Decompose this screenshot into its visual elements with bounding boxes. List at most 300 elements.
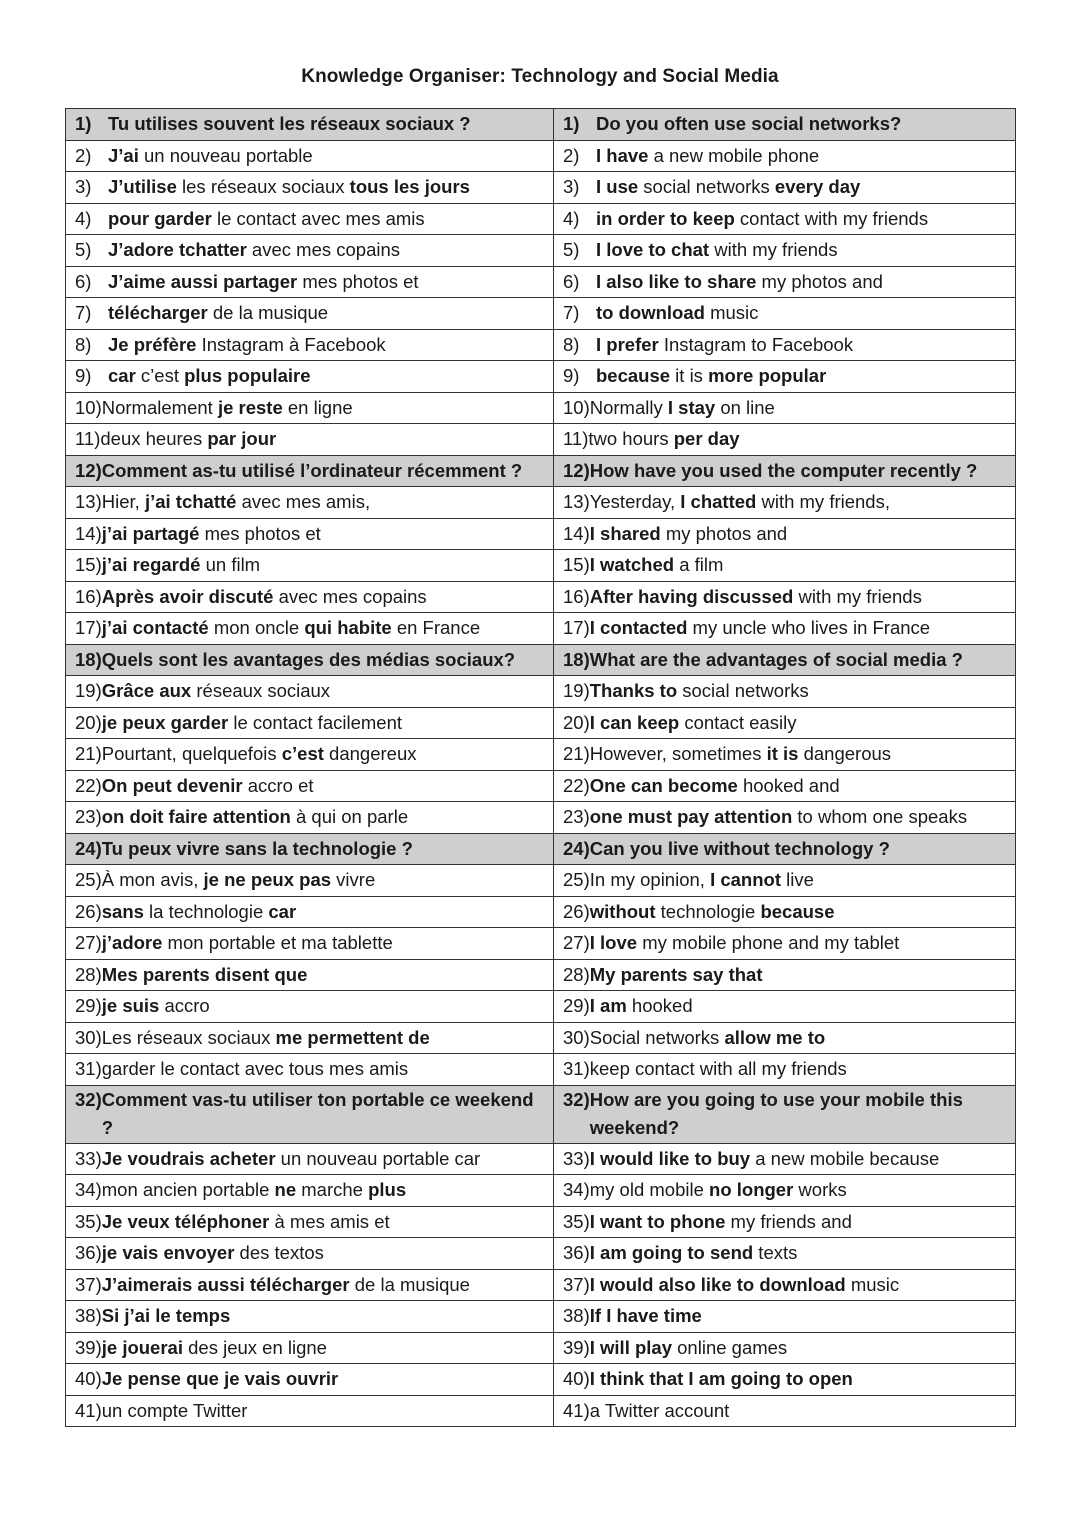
row-number: 1) [563, 113, 580, 134]
bold-segment: I chatted [680, 491, 757, 512]
french-phrase [102, 1086, 545, 1143]
english-phrase [590, 457, 1007, 486]
bold-segment: ne [274, 1179, 297, 1200]
table-row [66, 770, 1016, 802]
text-segment: social networks [677, 680, 809, 701]
text-segment: en ligne [282, 396, 353, 418]
text-segment: des jeux en ligne [182, 1336, 327, 1358]
bold-segment: I can keep [589, 711, 680, 733]
bold-segment: Tu utilises souvent les réseaux sociaux ? [108, 113, 471, 134]
english-phrase [596, 268, 1007, 297]
table-row [66, 329, 1016, 361]
french-phrase [102, 646, 545, 675]
english-cell [554, 896, 1016, 928]
english-phrase [590, 1055, 1007, 1084]
french-phrase [108, 110, 545, 139]
table-row [66, 896, 1016, 928]
row-number: 14) [75, 522, 102, 544]
bold-segment: I think that I am going to open [589, 1368, 853, 1389]
table-row [66, 707, 1016, 739]
text-segment: hooked and [737, 774, 840, 796]
text-segment: social networks [638, 176, 775, 197]
table-header-row [66, 833, 1016, 865]
text-segment: un film [200, 554, 261, 575]
bold-segment: because [760, 900, 835, 922]
bold-segment: one must pay attention [589, 806, 793, 827]
english-cell [554, 455, 1016, 487]
french-phrase [100, 425, 545, 454]
table-row [66, 865, 1016, 897]
english-cell [554, 613, 1016, 645]
bold-segment: Je voudrais acheter [101, 1147, 276, 1169]
bold-segment: tous les jours [349, 176, 470, 197]
bold-segment: Après avoir discuté [101, 585, 274, 607]
text-segment: à mes amis et [269, 1210, 390, 1232]
bold-segment: I watched [589, 554, 675, 575]
bold-segment: Je préfère [108, 333, 197, 355]
bold-segment: per day [673, 428, 740, 449]
french-phrase [102, 457, 545, 486]
bold-segment: allow me to [724, 1026, 826, 1048]
text-segment: a new mobile because [750, 1147, 940, 1169]
row-number: 27) [563, 932, 590, 953]
row-number: 4) [75, 207, 92, 229]
row-number: 11) [75, 428, 101, 449]
row-number: 13) [563, 491, 590, 512]
bold-segment: plus populaire [184, 365, 311, 386]
text-segment: c’est [135, 365, 185, 386]
french-cell [66, 140, 554, 172]
row-number: 32) [75, 1088, 102, 1110]
english-phrase [590, 772, 1007, 801]
english-cell [554, 1332, 1016, 1364]
row-number: 16) [75, 585, 102, 607]
english-cell [554, 1206, 1016, 1238]
row-number: 38) [563, 1305, 590, 1326]
page-title: Knowledge Organiser: Technology and Social Media [301, 66, 779, 87]
row-number: 26) [563, 900, 590, 922]
bold-segment: Comment as-tu utilisé l’ordinateur récemment ? [101, 459, 523, 481]
text-segment: Instagram à Facebook [196, 333, 386, 355]
bold-segment: je jouerai [101, 1336, 183, 1358]
table-row [66, 550, 1016, 582]
english-phrase [590, 1208, 1007, 1237]
row-number: 15) [563, 554, 590, 575]
english-cell [554, 487, 1016, 519]
text-segment: mon oncle [208, 617, 305, 638]
table-row [66, 739, 1016, 771]
french-cell [66, 802, 554, 834]
text-segment: contact easily [679, 711, 797, 733]
bold-segment: How are you going to use your mobile this weekend? [589, 1088, 963, 1138]
french-phrase [102, 1055, 545, 1084]
row-number: 32) [563, 1088, 590, 1110]
table-row [66, 1301, 1016, 1333]
french-cell [66, 770, 554, 802]
english-cell [554, 140, 1016, 172]
table-row [66, 991, 1016, 1023]
bold-segment: Quels sont les avantages des médias sociaux? [101, 648, 516, 670]
row-number: 18) [563, 648, 590, 670]
english-phrase [590, 803, 1007, 832]
english-phrase [590, 583, 1007, 612]
english-phrase [596, 236, 1007, 265]
french-cell [66, 1054, 554, 1086]
english-cell [554, 266, 1016, 298]
english-phrase [590, 898, 1007, 927]
english-phrase [590, 1239, 1007, 1268]
row-number: 15) [75, 554, 102, 575]
table-header-row [66, 1085, 1016, 1143]
english-phrase [590, 866, 1007, 895]
bold-segment: more popular [708, 365, 827, 386]
table-row [66, 424, 1016, 456]
row-number: 24) [75, 837, 102, 859]
french-phrase [102, 961, 545, 990]
french-cell [66, 455, 554, 487]
english-phrase [590, 740, 1007, 769]
bold-segment: j’ai regardé [101, 554, 201, 575]
text-segment: my photos and [756, 270, 883, 292]
text-segment: Instagram to Facebook [658, 333, 854, 355]
english-phrase [590, 488, 1007, 517]
text-segment: In my opinion, [589, 869, 711, 890]
french-phrase [108, 331, 545, 360]
french-cell [66, 707, 554, 739]
text-segment: with my friends [793, 585, 922, 607]
row-number: 33) [563, 1147, 590, 1169]
row-number: 6) [75, 270, 92, 292]
bold-segment: plus [368, 1179, 407, 1200]
french-cell [66, 361, 554, 393]
english-phrase [590, 1086, 1007, 1143]
french-cell [66, 329, 554, 361]
text-segment: la technologie [143, 900, 269, 922]
row-number: 2) [75, 144, 92, 166]
row-number: 26) [75, 900, 102, 922]
text-segment: mon portable et ma tablette [162, 932, 393, 953]
french-phrase [102, 551, 545, 580]
row-number: 23) [75, 806, 102, 827]
row-number: 40) [75, 1368, 102, 1389]
text-segment: a new mobile phone [648, 144, 820, 166]
bold-segment: I am going to send [589, 1242, 754, 1263]
row-number: 13) [75, 491, 102, 512]
table-row [66, 676, 1016, 708]
bold-segment: Si j’ai le temps [101, 1305, 231, 1326]
text-segment: un nouveau portable car [275, 1147, 481, 1169]
text-segment: de la musique [349, 1273, 470, 1295]
french-phrase [108, 142, 545, 171]
bold-segment: par jour [207, 428, 277, 449]
french-cell [66, 865, 554, 897]
text-segment: with my friends [709, 239, 838, 260]
french-cell [66, 172, 554, 204]
bold-segment: What are the advantages of social media ? [589, 648, 963, 670]
text-segment: However, sometimes [589, 743, 767, 764]
text-segment: réseaux sociaux [191, 680, 331, 701]
table-row [66, 518, 1016, 550]
english-cell [554, 424, 1016, 456]
bold-segment: J’utilise [108, 176, 177, 197]
bold-segment: I shared [589, 522, 661, 544]
bold-segment: télécharger [108, 302, 208, 323]
french-cell [66, 1022, 554, 1054]
english-phrase [590, 1176, 1007, 1205]
french-phrase [102, 488, 545, 517]
table-header-row [66, 644, 1016, 676]
bold-segment: Je veux téléphoner [101, 1210, 270, 1232]
french-cell [66, 1395, 554, 1427]
table-row [66, 361, 1016, 393]
english-phrase [590, 1302, 1007, 1331]
row-number: 7) [563, 302, 580, 323]
french-cell [66, 928, 554, 960]
bold-segment: I also like to share [596, 270, 757, 292]
french-cell [66, 676, 554, 708]
english-phrase [590, 1397, 1007, 1426]
bold-segment: If I have time [589, 1305, 702, 1326]
text-segment: my friends and [725, 1210, 852, 1232]
text-segment: contact with my friends [734, 207, 929, 229]
text-segment: it is [670, 365, 709, 386]
english-phrase [596, 299, 1007, 328]
english-cell [554, 1395, 1016, 1427]
english-phrase [590, 646, 1007, 675]
bold-segment: I cannot [710, 869, 781, 890]
text-segment: mon ancien portable [101, 1179, 275, 1200]
table-row [66, 1332, 1016, 1364]
text-segment: À mon avis, [101, 869, 204, 890]
text-segment: Hier, [101, 491, 145, 512]
row-number: 28) [563, 963, 590, 985]
english-phrase [588, 425, 1007, 454]
table-row [66, 266, 1016, 298]
text-segment: with my friends, [756, 491, 890, 512]
row-number: 30) [563, 1026, 590, 1048]
english-phrase [590, 1271, 1007, 1300]
table-row [66, 487, 1016, 519]
text-segment: des textos [234, 1242, 324, 1263]
french-cell [66, 1206, 554, 1238]
bold-segment: because [596, 365, 671, 386]
bold-segment: My parents say that [589, 963, 763, 985]
row-number: 27) [75, 932, 102, 953]
bold-segment: One can become [589, 774, 738, 796]
english-phrase [590, 992, 1007, 1021]
french-cell [66, 550, 554, 582]
row-number: 12) [75, 459, 102, 481]
english-phrase [596, 205, 1007, 234]
french-cell [66, 1332, 554, 1364]
english-cell [554, 928, 1016, 960]
french-phrase [102, 1302, 545, 1331]
french-phrase [108, 362, 545, 391]
row-number: 28) [75, 963, 102, 985]
english-cell [554, 1301, 1016, 1333]
french-phrase [102, 394, 545, 423]
bold-segment: je peux garder [101, 711, 229, 733]
english-phrase [590, 835, 1007, 864]
french-cell [66, 739, 554, 771]
french-cell [66, 644, 554, 676]
english-phrase [596, 362, 1007, 391]
text-segment: works [793, 1179, 847, 1200]
text-segment: de la musique [207, 302, 329, 323]
text-segment: le contact facilement [228, 711, 402, 733]
row-number: 17) [75, 617, 102, 638]
table-row [66, 613, 1016, 645]
french-phrase [108, 205, 545, 234]
english-cell [554, 203, 1016, 235]
french-phrase [102, 929, 545, 958]
bold-segment: J’ai [108, 144, 139, 166]
text-segment: to whom one speaks [792, 806, 968, 827]
row-number: 7) [75, 302, 92, 323]
english-cell [554, 392, 1016, 424]
english-phrase [590, 1365, 1007, 1394]
english-cell [554, 1143, 1016, 1175]
french-cell [66, 235, 554, 267]
bold-segment: Thanks to [589, 680, 678, 701]
french-cell [66, 109, 554, 141]
text-segment: my uncle who lives in France [687, 617, 931, 638]
french-cell [66, 392, 554, 424]
text-segment: dangereux [323, 743, 417, 764]
table-row [66, 928, 1016, 960]
bold-segment: J’aime aussi partager [108, 270, 298, 292]
bold-segment: sans [101, 900, 144, 922]
table-row [66, 1054, 1016, 1086]
french-phrase [102, 1239, 545, 1268]
french-cell [66, 1143, 554, 1175]
bold-segment: pour garder [108, 207, 212, 229]
bold-segment: I would also like to download [589, 1273, 846, 1295]
bold-segment: Do you often use social networks? [596, 113, 902, 134]
row-number: 24) [563, 837, 590, 859]
text-segment: vivre [331, 869, 376, 890]
row-number: 40) [563, 1368, 590, 1389]
french-cell [66, 1238, 554, 1270]
bold-segment: I prefer [596, 333, 659, 355]
bold-segment: j’ai contacté [101, 617, 209, 638]
table-row [66, 1206, 1016, 1238]
english-cell [554, 550, 1016, 582]
row-number: 29) [75, 995, 102, 1016]
bold-segment: qui habite [304, 617, 392, 638]
row-number: 35) [75, 1210, 102, 1232]
row-number: 5) [75, 239, 92, 260]
row-number: 5) [563, 239, 580, 260]
row-number: 34) [75, 1179, 102, 1200]
text-segment: my mobile phone and my tablet [637, 932, 900, 953]
row-number: 36) [75, 1242, 102, 1263]
row-number: 22) [563, 774, 590, 796]
text-segment: Normally [589, 396, 668, 418]
english-cell [554, 959, 1016, 991]
french-phrase [102, 677, 545, 706]
bold-segment: Comment vas-tu utiliser ton portable ce weekend ? [101, 1088, 534, 1138]
french-cell [66, 959, 554, 991]
bold-segment: without [589, 900, 656, 922]
bold-segment: car [268, 900, 297, 922]
bold-segment: I love [589, 932, 638, 953]
row-number: 19) [75, 680, 102, 701]
text-segment: les réseaux sociaux [176, 176, 350, 197]
table-row [66, 1175, 1016, 1207]
french-phrase [102, 835, 545, 864]
bold-segment: je suis [101, 995, 160, 1016]
french-phrase [102, 1176, 545, 1205]
table-row [66, 1269, 1016, 1301]
table-row [66, 392, 1016, 424]
table-row [66, 1022, 1016, 1054]
table-row [66, 581, 1016, 613]
bold-segment: I would like to buy [589, 1147, 751, 1169]
table-header-row [66, 455, 1016, 487]
text-segment: garder le contact avec tous mes amis [101, 1058, 409, 1079]
row-number: 23) [563, 806, 590, 827]
row-number: 1) [75, 113, 92, 134]
table-row [66, 959, 1016, 991]
row-number: 25) [563, 869, 590, 890]
row-number: 41) [75, 1399, 102, 1421]
bold-segment: I will play [589, 1336, 672, 1358]
english-phrase [590, 1145, 1007, 1174]
french-phrase [108, 236, 545, 265]
english-phrase [590, 929, 1007, 958]
french-cell [66, 203, 554, 235]
text-segment: en France [391, 617, 481, 638]
english-cell [554, 1238, 1016, 1270]
text-segment: keep contact with all my friends [589, 1058, 847, 1079]
english-cell [554, 1054, 1016, 1086]
english-cell [554, 707, 1016, 739]
row-number: 20) [563, 711, 590, 733]
table-header-row [66, 109, 1016, 141]
french-cell [66, 266, 554, 298]
bold-segment: J’adore tchatter [108, 239, 247, 260]
french-phrase [102, 1024, 545, 1053]
english-cell [554, 581, 1016, 613]
row-number: 34) [563, 1179, 590, 1200]
bold-segment: J’aimerais aussi télécharger [101, 1273, 350, 1295]
text-segment: my photos and [660, 522, 788, 544]
english-cell [554, 361, 1016, 393]
english-phrase [590, 1334, 1007, 1363]
text-segment: Pourtant, quelquefois [101, 743, 282, 764]
bold-segment: How have you used the computer recently ? [589, 459, 978, 481]
english-phrase [596, 142, 1007, 171]
bold-segment: c’est [281, 743, 324, 764]
text-segment: un compte Twitter [101, 1399, 248, 1421]
table-row [66, 140, 1016, 172]
english-phrase [590, 677, 1007, 706]
row-number: 38) [75, 1305, 102, 1326]
french-cell [66, 1085, 554, 1143]
english-cell [554, 676, 1016, 708]
english-cell [554, 235, 1016, 267]
english-cell [554, 802, 1016, 834]
row-number: 16) [563, 585, 590, 607]
row-number: 4) [563, 207, 580, 229]
french-phrase [102, 1145, 545, 1174]
english-cell [554, 1022, 1016, 1054]
english-phrase [590, 1024, 1007, 1053]
english-cell [554, 1364, 1016, 1396]
french-cell [66, 424, 554, 456]
bold-segment: I love to chat [596, 239, 710, 260]
